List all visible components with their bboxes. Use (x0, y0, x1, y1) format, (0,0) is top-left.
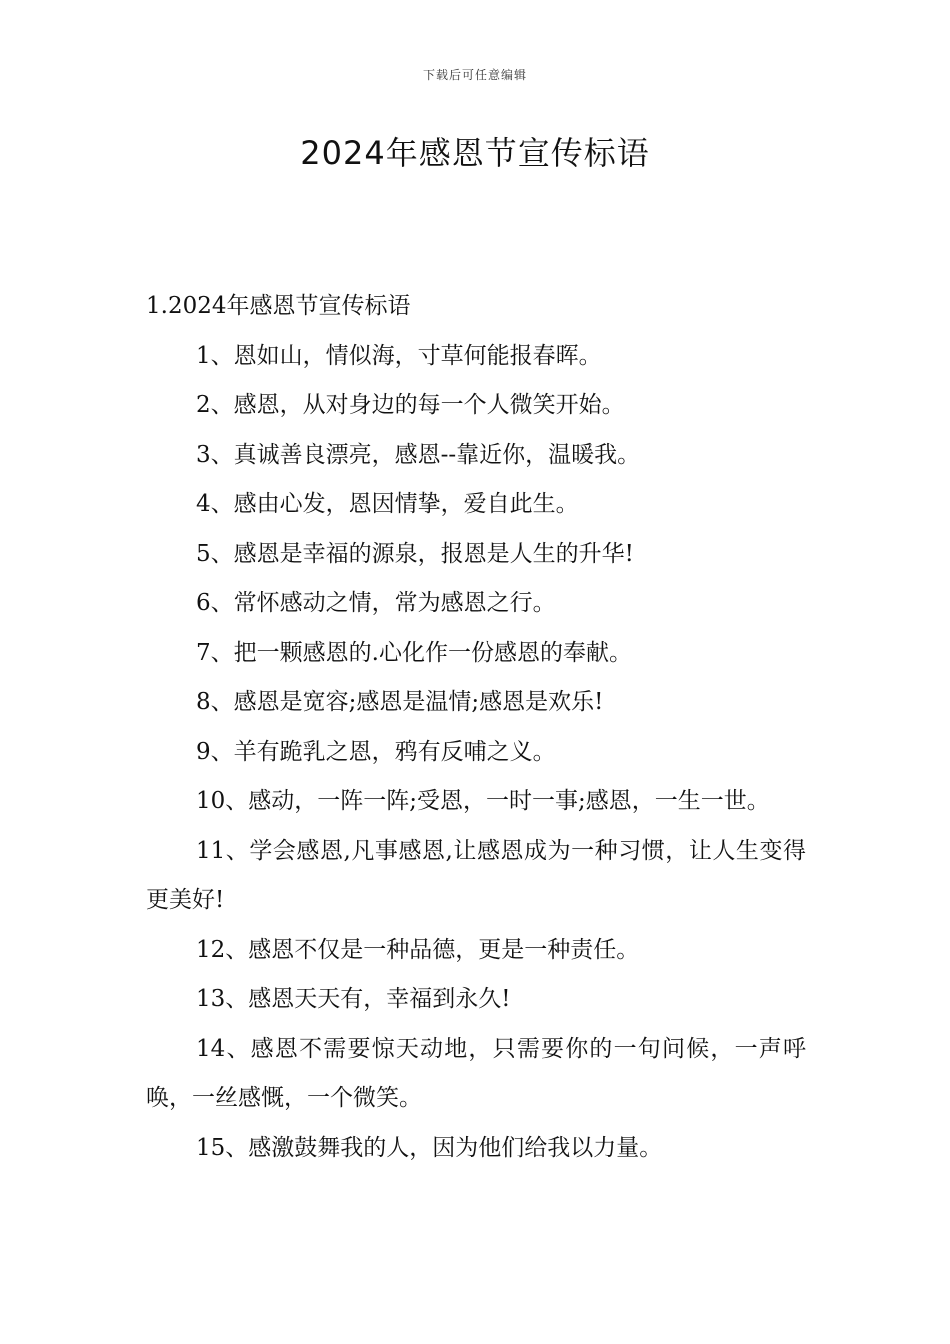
slogan-item: 14、感恩不需要惊天动地，只需要你的一句问候，一声呼唤，一丝感慨，一个微笑。 (146, 1035, 806, 1111)
slogan-item: 2、感恩，从对身边的每一个人微笑开始。 (196, 392, 625, 418)
slogan-item: 4、感由心发，恩因情挚，爱自此生。 (196, 491, 579, 517)
slogan-item: 1、恩如山，情似海，寸草何能报春晖。 (196, 342, 602, 369)
slogan-item: 10、感动，一阵一阵;受恩，一时一事;感恩，一生一世。 (196, 788, 770, 814)
document-body (146, 282, 806, 1173)
slogan-item: 9、羊有跪乳之恩，鸦有反哺之义。 (196, 738, 556, 765)
slogan-item: 8、感恩是宽容;感恩是温情;感恩是欢乐! (196, 689, 604, 715)
header-note: 下载后可任意编辑 (422, 68, 527, 82)
slogan-item: 6、常怀感动之情，常为感恩之行。 (196, 590, 556, 616)
section-heading: 1.2024年感恩节宣传标语 (146, 293, 411, 319)
page-title: 2024年感恩节宣传标语 (300, 134, 650, 172)
slogan-item: 13、感恩天天有，幸福到永久! (196, 986, 511, 1012)
slogan-item: 15、感激鼓舞我的人，因为他们给我以力量。 (196, 1134, 663, 1161)
slogan-item: 7、把一颗感恩的.心化作一份感恩的奉献。 (196, 639, 632, 666)
slogan-item: 11、学会感恩,凡事感恩,让感恩成为一种习惯，让人生变得更美好! (146, 837, 806, 913)
slogan-item: 5、感恩是幸福的源泉，报恩是人生的升华! (196, 540, 634, 567)
slogan-list (146, 332, 806, 1174)
slogan-item: 12、感恩不仅是一种品德，更是一种责任。 (196, 936, 640, 963)
slogan-item: 3、真诚善良漂亮，感恩--靠近你，温暖我。 (196, 441, 641, 468)
